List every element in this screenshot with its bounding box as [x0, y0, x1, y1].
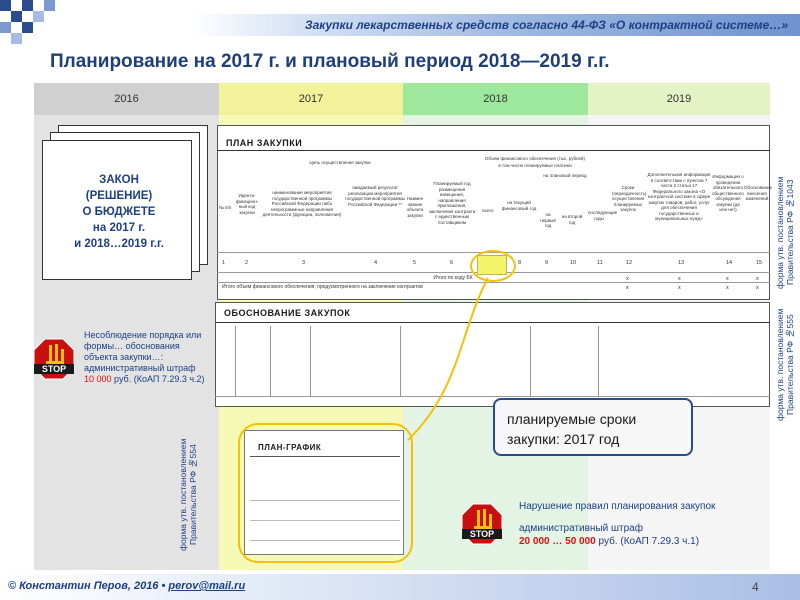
plan-col-6: Планируемый год размещения извещения, направления приглашения, заключения контракта с единственным поставщиком [428, 181, 476, 225]
plan-col-14: Информация о проведении обязательного общественного обсуждения закупки (да или нет) [712, 174, 744, 212]
plan-col-13: Дополнительная информация в соответствии с пунктом 7 части 2 статьи 17 Федерального закона «О контрактной системе в сфере закупок товаров, работ, услуг для обеспечения государственных и муниципальных нужд» [647, 172, 711, 221]
plan-col-11: последующие годы [588, 210, 618, 221]
page-number: 4 [752, 580, 759, 594]
year-2017: 2017 [219, 83, 403, 115]
plan-table-title: ПЛАН ЗАКУПКИ [226, 138, 303, 148]
stop-hand-icon-2 [460, 502, 504, 546]
plan-col-4: ожидаемый результат реализации мероприятия государственной программы Российской Федерации ** [345, 185, 405, 207]
warning-2-text: Нарушение правил планирования закупок административный штраф 20 000 … 50 000 руб. (КоАП 7.29.3 ч.1) [519, 501, 716, 547]
justify-form-caption: форма утв. постановлением Правительства РФ №555 [775, 308, 795, 422]
justify-vrule-6 [598, 326, 599, 396]
plan-header-period: на плановый период [543, 173, 587, 178]
stop-label-2: STOP [469, 529, 495, 539]
graph-form-caption: форма утв. постановлением Правительства РФ №554 [178, 438, 198, 551]
plan-col-8: на текущий финансовый год [501, 200, 537, 211]
plan-col-1: № п/п [218, 205, 232, 210]
plan-col-7: всего [482, 208, 494, 213]
plan-col-15: Обоснование внесения изменений [744, 185, 773, 201]
law-text: ЗАКОН (РЕШЕНИЕ) О БЮДЖЕТЕ на 2017 г. и 2018…2019 г.г. [74, 174, 164, 250]
callout-box: планируемые сроки закупки: 2017 год [493, 398, 693, 456]
plan-col-10: на второй год [561, 214, 583, 225]
plan-col-9: на первый год [540, 212, 556, 228]
plan-total-kbk: Итого по коду БК [433, 275, 473, 281]
year-2016: 2016 [34, 83, 219, 115]
email-link[interactable]: perov@mail.ru [168, 580, 246, 592]
year-2018: 2018 [403, 83, 588, 115]
top-banner [0, 0, 800, 44]
timeline-header [34, 83, 770, 115]
stop-label: STOP [41, 364, 67, 374]
plan-header-finance: Объем финансового обеспечения (тыс. рублей) [484, 156, 586, 161]
graph-table-title: ПЛАН-ГРАФИК [258, 443, 322, 452]
page-title: Планирование на 2017 г. и плановый период 2018—2019 г.г. [50, 51, 610, 72]
justify-table-title: ОБОСНОВАНИЕ ЗАКУПОК [224, 308, 351, 318]
footer-author: © Константин Перов, 2016 • perov@mail.ru [8, 580, 246, 592]
plan-header-finance-sub: в том числе планируемые платежи [498, 163, 572, 168]
warning-1-text: Несоблюдение порядка или формы… обоснования объекта закупки…: административный штраф 10 000 руб. (КоАП 7.29.3 ч.2) [84, 330, 205, 384]
plan-title-rule [217, 150, 770, 151]
checker-decoration [0, 0, 66, 44]
plan-header-goal: Цель осуществления закупки [309, 160, 371, 165]
year-2019: 2019 [588, 83, 770, 115]
plan-col-5: Наимен ование объекта закупки [406, 196, 424, 218]
plan-col-12: Сроки (периодичность) осуществления планируемых закупок [612, 185, 647, 212]
justify-vrule-5 [530, 326, 531, 396]
plan-total-all: Итого объем финансового обеспечения, предусмотренного на заключение контрактов [222, 284, 423, 290]
justify-vrule-3 [310, 326, 311, 396]
plan-form-caption: форма утв. постановлением Правительства РФ №1043 [775, 176, 795, 289]
plan-col-3: наименование мероприятия государственной программы Российской Федерации либо непрограммные направления деятельности (функции, полномочия) [262, 190, 342, 217]
banner-title: Закупки лекарственных средств согласно 44-ФЗ «О контрактной системе…» [304, 18, 788, 32]
justify-vrule-1 [235, 326, 236, 396]
plan-col-2: Иденти-фикацион-ный код закупки [235, 193, 259, 215]
connector-line [408, 278, 488, 440]
justify-vrule-2 [270, 326, 271, 396]
graph-highlight-frame [238, 423, 413, 563]
stop-hand-icon [32, 337, 76, 381]
